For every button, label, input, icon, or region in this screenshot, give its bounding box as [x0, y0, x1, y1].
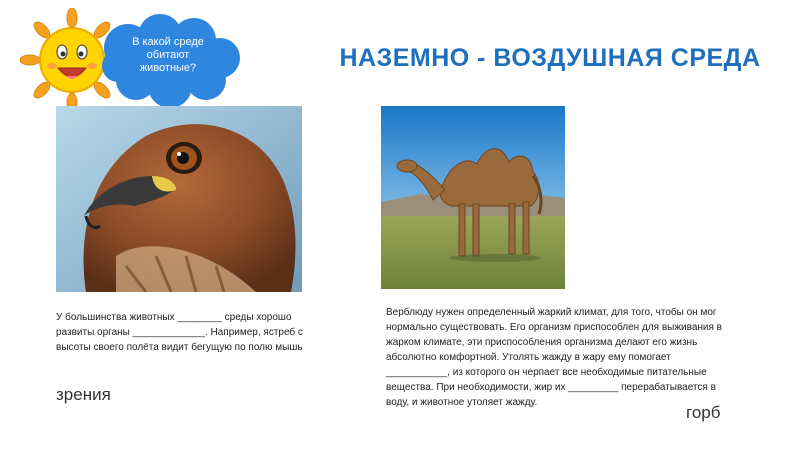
hawk-photo [56, 106, 302, 292]
camel-photo [381, 106, 565, 289]
camel-paragraph: Верблюду нужен определенный жаркий климат, для того, чтобы он мог нормально существовать. Его организм приспособлен для выживания в жарком климате, эти приспособления организма делают его жизнь абсолютно комфортной. Утолять жажду в жару ему помогает ___________, из которого он черпает все необходимые питательные вещества. При необходимости, жир их _________ перерабатывается в воду, и животное утоляет жажду. [386, 307, 722, 408]
hawk-paragraph: У большинства животных ________ среды хорошо развиты органы _____________. Например, ястреб с высоты своего полёта видит бегущую по полю мышь [56, 312, 303, 353]
cloud-question: В какой среде обитают животные? [132, 36, 204, 74]
page-title: НАЗЕМНО - ВОЗДУШНАЯ СРЕДА [339, 44, 761, 72]
answer-vision: зрения [56, 385, 111, 404]
answer-hump: горб [686, 403, 721, 422]
